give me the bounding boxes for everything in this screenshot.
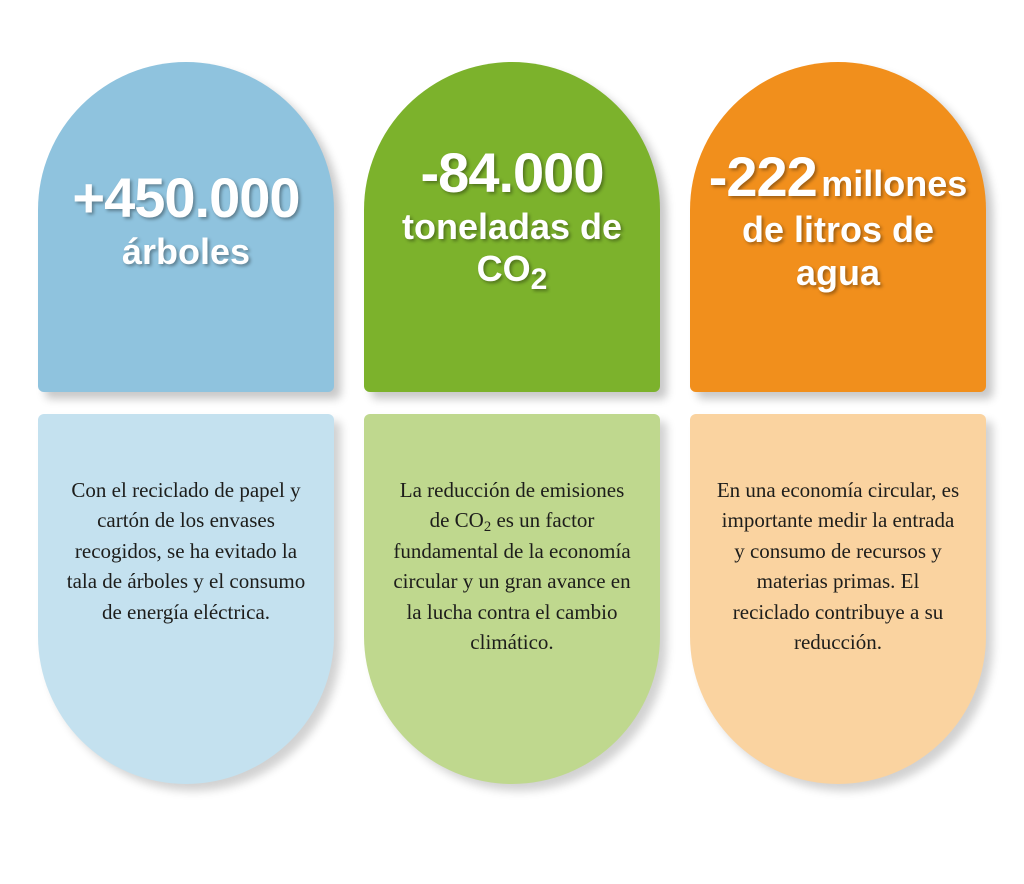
stat-card-co2	[364, 62, 660, 392]
description-co2-part1: La reducción de emisiones de CO	[399, 478, 625, 533]
stat-card-trees	[38, 62, 334, 392]
description-text-water: En una economía circular, es importante medir la entrada y consumo de recursos y materias primas. El reciclado contribuye a su reducción.	[716, 478, 960, 655]
stat-unit-water-line1: millones	[821, 162, 968, 204]
stat-column-trees	[38, 62, 334, 854]
stat-number-trees: +450.000	[72, 166, 300, 230]
description-co2-subscript: 2	[483, 519, 492, 536]
stat-column-co2	[364, 62, 660, 854]
stat-unit-water-line3: agua	[795, 252, 881, 294]
stat-number-co2: -84.000	[420, 141, 604, 205]
stat-unit-trees: árboles	[121, 230, 251, 272]
stat-column-water	[690, 62, 986, 854]
stat-unit-co2-formula: CO	[476, 248, 531, 290]
stat-number-water: -222	[708, 144, 817, 208]
stat-unit-co2-subscript: 2	[530, 263, 548, 297]
stat-unit-co2-line2	[402, 250, 622, 297]
stat-text-co2	[402, 143, 622, 297]
stat-text-trees	[72, 168, 299, 271]
description-card-trees	[38, 414, 334, 784]
stat-unit-water-line2: de litros de	[741, 209, 935, 251]
description-text-co2	[390, 475, 634, 658]
stat-card-water	[690, 62, 986, 392]
description-card-co2	[364, 414, 660, 784]
description-card-water	[690, 414, 986, 784]
stat-unit-co2-line1: toneladas de	[401, 205, 623, 247]
description-co2-part2: es un factor fundamental de la economía circular y un gran avance en la lucha contra el cambio climático.	[393, 508, 631, 655]
description-text-trees: Con el reciclado de papel y cartón de los envases recogidos, se ha evitado la tala de árboles y el consumo de energía eléctrica.	[66, 478, 306, 624]
stat-text-water	[708, 144, 968, 294]
